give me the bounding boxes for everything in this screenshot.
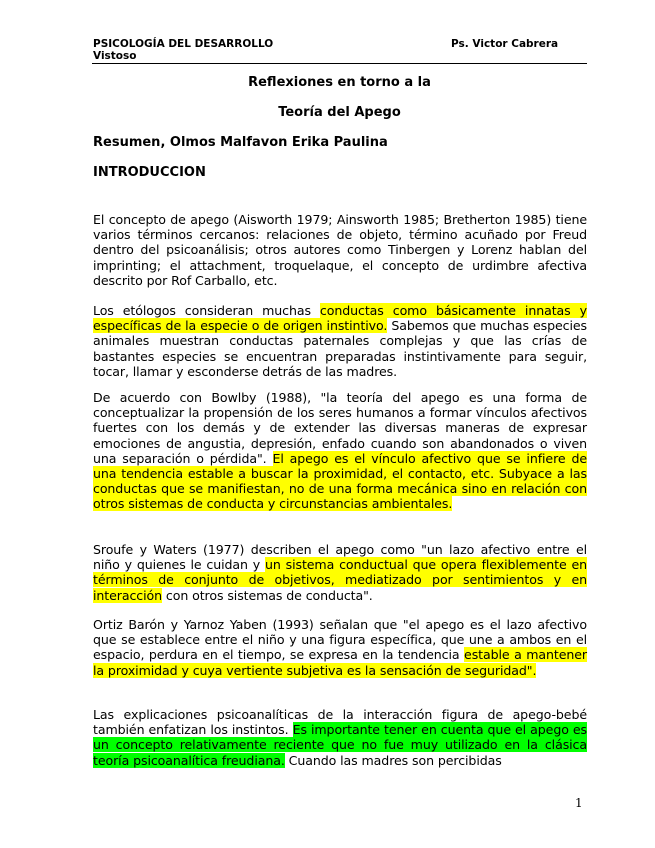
paragraph-1: El concepto de apego (Aisworth 1979; Ainsworth 1985; Bretherton 1985) tiene varios términos cercanos: relaciones de objeto, término acuñado por Freud dentro del psicoanálisis; otros autores como Tinbergen y Lorenz hablan del imprinting; el attachment, troquelaque, el concepto de urdimbre afectiva descrito por Rof Carballo, etc. [93,212,587,288]
paragraph-4 [93,542,587,603]
highlight-yellow: un sistema conductual que opera flexiblemente en términos de conjunto de objetivos, mediatizado por sentimientos y en interacción [93,557,587,603]
section-heading: INTRODUCCION [93,165,206,180]
text-run: Sabemos que muchas especies animales muestran conductas paternales complejas y que las crías de bastantes especies se encuentran preparadas instintivamente para seguir, tocar, llamar y esconderse detrás de las madres. [93,318,587,379]
paragraph-2 [93,303,587,379]
header-subtitle: Vistoso [93,50,137,62]
page-number: 1 [575,796,583,810]
header-left [93,38,273,62]
paragraph-3 [93,390,587,512]
title-line-1: Reflexiones en torno a la [248,75,431,90]
text-run: Los etólogos consideran muchas [93,303,320,318]
text-run: Ortiz Barón y Yarnoz Yaben (1993) señalan que "el apego es el lazo afectivo que se establece entre el niño y una figura específica, que une a ambos en el espacio, perdura en el tiempo, se expresa en la tendencia [93,617,587,663]
text-run: Las explicaciones psicoanalíticas de la interacción figura de apego-bebé también enfatizan los instintos. [93,707,587,738]
text-run: Cuando las madres son percibidas [284,752,502,768]
highlight-yellow: El apego es el vínculo afectivo que se infiere de una tendencia estable a buscar la proximidad, el contacto, etc. Subyace a las conductas que se manifiestan, no de una forma mecánica sino en relación con otros sistemas de conducta y circunstancias ambientales. [93,450,587,512]
highlight-yellow: conductas como básicamente innatas y específicas de la especie o de origen instintivo. [93,303,587,334]
highlight-green: Es importante tener en cuenta que el apego es un concepto relativamente reciente que no fue muy utilizado en la clásica teoría psicoanalítica freudiana. [93,722,587,768]
summary-line: Resumen, Olmos Malfavon Erika Paulina [93,135,388,150]
paragraph-6 [93,707,587,768]
header-course: PSICOLOGÍA DEL DESARROLLO [93,38,274,50]
paragraph-5 [93,617,587,678]
text-run: De acuerdo con Bowlby (1988), "la teoría del apego es una forma de conceptualizar la propensión de los seres humanos a formar vínculos afectivos fuertes con los demás y de extender las diversas maneras de expresar emociones de angustia, depresión, enfado cuando son abandonados o viven una separación o pérdida". [93,390,587,466]
highlight-yellow: estable a mantener la proximidad y cuya vertiente subjetiva es la sensación de seguridad". [93,647,587,678]
text-run: Sroufe y Waters (1977) describen el apego como "un lazo afectivo entre el niño y quienes le cuidan y [93,542,587,573]
text-run: con otros sistemas de conducta". [162,587,373,603]
header-author: Ps. Victor Cabrera [451,38,559,50]
title-line-2: Teoría del Apego [278,105,401,120]
header-rule [92,63,587,64]
